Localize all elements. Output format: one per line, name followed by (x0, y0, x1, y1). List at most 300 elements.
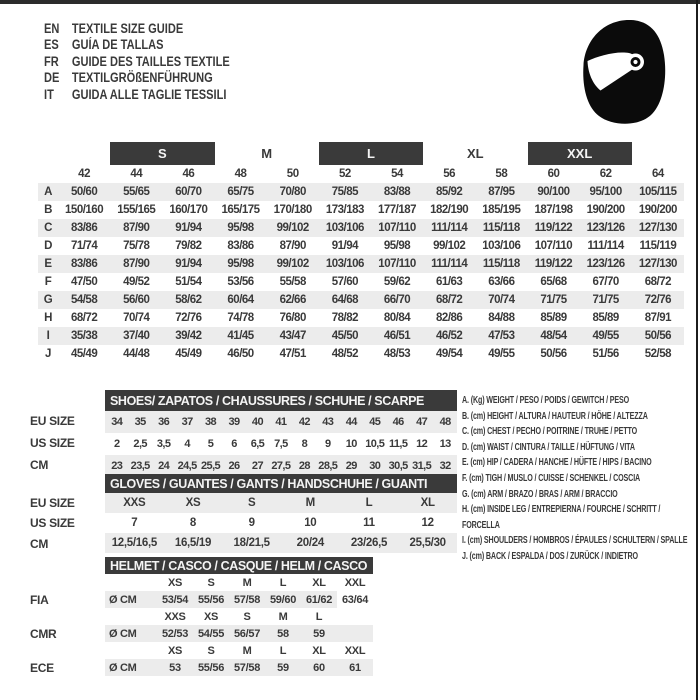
language-row (44, 70, 230, 87)
table-cell: 18/21,5 (233, 537, 270, 549)
gloves-section-header: GLOVES / GUANTES / GANTS / HANDSCHUHE / GUANTI (105, 474, 457, 493)
table-cell: 11,5 (388, 438, 408, 450)
table-cell: 62/66 (279, 294, 306, 306)
racing-helmet-icon (570, 16, 672, 128)
table-cell: 55/56 (197, 661, 225, 674)
table-cell: 35/38 (70, 330, 98, 342)
helmet-standard-fia: FIA (30, 593, 49, 607)
table-cell: I (46, 330, 50, 342)
table-cell: XL (312, 576, 326, 589)
table-cell: 70/80 (279, 186, 306, 198)
table-cell: 12 (421, 517, 434, 529)
table-cell: 48/54 (540, 330, 567, 342)
table-cell: 75/78 (123, 240, 150, 252)
table-cell: 68/72 (70, 312, 98, 324)
table-cell: 90/100 (537, 186, 570, 198)
size-group-l: L (319, 142, 423, 165)
table-cell: 60/70 (175, 186, 202, 198)
shoes-eu-size-label: EU SIZE (30, 414, 75, 428)
table-cell: 52/58 (644, 348, 671, 360)
table-cell: 46 (182, 168, 195, 180)
table-cell: 47 (416, 416, 428, 428)
table-cell: 68/72 (644, 276, 671, 288)
table-cell: 46/50 (227, 348, 254, 360)
table-cell: 35 (134, 416, 146, 428)
table-cell (105, 608, 157, 625)
gloves-size-table (105, 493, 457, 553)
table-row (38, 327, 684, 345)
table-cell: 75/85 (331, 186, 358, 198)
table-cell: 36 (158, 416, 170, 428)
table-cell (38, 165, 58, 183)
table-cell: 115/119 (639, 240, 677, 252)
table-cell: 13 (439, 438, 451, 450)
table-cell: 50/60 (70, 186, 98, 198)
table-cell: 123/126 (586, 258, 625, 270)
table-cell: 7,5 (274, 438, 288, 450)
table-cell: 41/45 (227, 330, 254, 342)
measurement-line: H. (cm) INSIDE LEG / ENTREPIERNA / FOURCHE / SCHRITT / FORCELLA (462, 503, 661, 531)
table-cell: 30 (369, 460, 381, 472)
table-cell (337, 608, 373, 625)
table-cell: 62 (599, 168, 612, 180)
table-cell: 60/64 (227, 294, 254, 306)
table-cell: 48/52 (331, 348, 358, 360)
table-cell: 45/50 (331, 330, 358, 342)
table-cell: 84/88 (488, 312, 515, 324)
table-cell: 170/180 (273, 204, 312, 216)
table-cell: 182/190 (430, 204, 469, 216)
table-cell: XXL (344, 644, 366, 657)
table-cell: 52 (338, 168, 351, 180)
table-cell: Ø CM (109, 661, 137, 674)
measurement-legend (462, 393, 700, 565)
table-cell: 44/48 (123, 348, 150, 360)
table-cell: 11 (363, 517, 375, 529)
table-cell: 127/130 (638, 222, 677, 234)
table-cell: 57/58 (233, 661, 261, 674)
right-border-line (696, 0, 698, 700)
table-cell: 115/118 (482, 222, 520, 234)
table-cell: 42 (298, 416, 310, 428)
table-cell: XL (312, 644, 326, 657)
table-cell: 59 (313, 627, 325, 640)
table-cell: 39 (228, 416, 240, 428)
table-cell: 160/170 (169, 204, 208, 216)
table-cell: 59 (277, 661, 289, 674)
table-cell: 187/198 (534, 204, 573, 216)
table-cell: F (44, 276, 52, 288)
table-cell: 59/62 (383, 276, 411, 288)
table-cell: 23,5 (130, 460, 150, 472)
table-cell: 55/58 (279, 276, 306, 288)
table-cell: 43/47 (279, 330, 306, 342)
helmet-size-table (105, 574, 373, 676)
table-cell: 10 (345, 438, 357, 450)
table-cell: 119/122 (534, 258, 573, 270)
table-cell: 5 (207, 438, 214, 450)
table-cell: 37 (181, 416, 193, 428)
size-group-xl: XL (467, 146, 484, 161)
table-cell: 70/74 (488, 294, 515, 306)
table-cell: 41 (275, 416, 287, 428)
table-cell: S (243, 610, 251, 623)
table-row (105, 591, 373, 608)
table-cell: A (44, 186, 52, 198)
table-cell: E (44, 258, 52, 270)
table-cell: 87/91 (644, 312, 671, 324)
guide-title: TEXTILGRÖßENFÜHRUNG (71, 70, 213, 86)
table-row (38, 291, 684, 309)
table-cell: 58 (277, 627, 289, 640)
table-cell: XS (185, 497, 201, 509)
table-cell: 23/26,5 (350, 537, 388, 549)
table-cell: XS (167, 644, 183, 657)
table-cell: 9 (325, 438, 331, 450)
table-cell: 105/115 (639, 186, 677, 198)
table-cell: 72/76 (175, 312, 202, 324)
table-cell: 32 (439, 460, 451, 472)
table-cell: 87/95 (488, 186, 515, 198)
table-cell: 55/56 (197, 593, 225, 606)
table-cell: 80/84 (383, 312, 411, 324)
table-cell: S (207, 644, 215, 657)
language-code: ES (44, 37, 59, 53)
textile-size-table (38, 165, 684, 363)
table-cell: 8 (189, 517, 197, 529)
table-cell: 123/126 (586, 222, 625, 234)
table-row (105, 533, 457, 553)
table-cell: 58/62 (175, 294, 202, 306)
table-row (38, 201, 684, 219)
table-cell: XS (203, 610, 219, 623)
table-cell: M (278, 610, 288, 623)
table-row (38, 183, 684, 201)
table-cell: Ø CM (109, 627, 137, 640)
table-cell: XL (420, 497, 435, 509)
language-title-list (44, 20, 271, 103)
table-cell: 47/53 (488, 330, 515, 342)
table-row (38, 273, 684, 291)
table-cell: 95/98 (383, 240, 411, 252)
table-cell: 177/187 (377, 204, 417, 216)
table-cell: 40 (251, 416, 263, 428)
table-cell: 7 (131, 517, 138, 529)
table-cell: XXS (164, 610, 186, 623)
language-code: IT (44, 86, 54, 102)
table-cell: 45 (369, 416, 381, 428)
gloves-cm-label: CM (30, 537, 49, 551)
table-cell: 49/55 (592, 330, 619, 342)
measurement-line: A. (Kg) WEIGHT / PESO / POIDS / GEWITCH / PESO (462, 394, 630, 406)
table-cell: 111/114 (431, 222, 468, 234)
table-cell: D (44, 240, 52, 252)
table-cell: 103/106 (325, 222, 364, 234)
table-cell: 190/200 (586, 204, 625, 216)
table-cell: L (315, 610, 323, 623)
table-cell: 83/86 (227, 240, 254, 252)
table-cell: 115/118 (482, 258, 520, 270)
table-cell: 54 (391, 168, 403, 180)
table-cell: XS (167, 576, 183, 589)
table-cell: 51/56 (592, 348, 619, 360)
table-cell: 47/51 (279, 348, 306, 360)
table-cell: 85/92 (436, 186, 463, 198)
table-cell: 12,5/16,5 (111, 537, 157, 549)
table-cell: G (43, 294, 53, 306)
table-cell: L (279, 644, 287, 657)
table-cell: 10 (304, 517, 317, 529)
table-cell: 64 (651, 168, 664, 180)
table-cell: XXS (123, 497, 146, 509)
table-row (38, 165, 684, 183)
table-cell: 107/110 (378, 222, 416, 234)
table-cell: 55/65 (123, 186, 150, 198)
guide-title: TEXTILE SIZE GUIDE (71, 20, 184, 36)
table-row (38, 219, 684, 237)
table-cell: Ø CM (109, 593, 137, 606)
table-cell: 48/53 (383, 348, 411, 360)
size-group-header (38, 142, 684, 165)
gloves-eu-size-label: EU SIZE (30, 496, 75, 510)
shoes-us-size-label: US SIZE (30, 436, 75, 450)
table-cell: 60 (547, 168, 560, 180)
table-cell: 165/175 (221, 204, 260, 216)
table-cell: 57/60 (331, 276, 358, 288)
table-cell: 28,5 (318, 460, 338, 472)
table-cell: 23 (111, 460, 123, 472)
table-cell: 64/68 (331, 294, 358, 306)
table-cell: 45/49 (70, 348, 98, 360)
table-row (105, 433, 457, 455)
table-cell: 85/89 (592, 312, 619, 324)
measurement-line: F. (cm) TIGH / MUSLO / CUISSE / SCHENKEL / COSCIA (462, 471, 641, 484)
table-row (105, 574, 373, 591)
table-cell: 111/114 (431, 258, 468, 270)
table-cell: 61 (349, 661, 361, 674)
table-cell: 34 (111, 416, 123, 428)
table-row (105, 513, 457, 533)
table-cell: 37/40 (123, 330, 150, 342)
table-row (38, 237, 684, 255)
measurement-line: D. (cm) WAIST / CINTURA / TAILLE / HÜFTUNG / VITA (462, 440, 635, 453)
table-cell: 48 (439, 416, 451, 428)
shoes-cm-label: CM (30, 458, 49, 472)
table-cell: 95/98 (227, 258, 254, 270)
language-code: FR (44, 53, 59, 69)
gloves-us-size-label: US SIZE (30, 516, 75, 530)
table-cell: 78/82 (331, 312, 358, 324)
guide-title: GUÍA DE TALLAS (71, 37, 164, 53)
measurement-line: C. (cm) CHEST / PECHO / POITRINE / TRUHE / PETTO (462, 425, 638, 438)
table-cell: 2,5 (133, 438, 147, 450)
table-cell: 99/102 (433, 240, 466, 252)
table-cell: 60 (313, 661, 325, 674)
size-group-m: M (261, 146, 273, 161)
table-cell: 99/102 (276, 258, 309, 270)
language-code: EN (44, 20, 60, 36)
table-cell: S (207, 576, 215, 589)
table-row (105, 625, 373, 642)
table-row (38, 255, 684, 273)
table-cell: 53/54 (161, 593, 189, 606)
table-cell: 25,5/30 (409, 537, 446, 549)
measurement-line: I. (cm) SHOULDERS / HOMBROS / ÉPAULES / SCHULTERN / SPALLE (462, 534, 688, 547)
table-cell: 87/90 (279, 240, 306, 252)
table-cell: 61/63 (436, 276, 463, 288)
measurement-line: B. (cm) HEIGHT / ALTURA / HAUTEUR / HÖHE / ALTEZZA (462, 409, 648, 422)
table-cell: 83/86 (70, 222, 98, 234)
table-cell: 56/60 (123, 294, 150, 306)
size-group-s: S (110, 142, 214, 165)
table-cell: 20/24 (296, 537, 324, 549)
table-cell: 66/70 (383, 294, 411, 306)
language-row (44, 37, 230, 54)
table-cell: 48 (234, 168, 247, 180)
table-cell: 91/94 (331, 240, 358, 252)
table-cell: 4 (184, 438, 190, 450)
table-cell: 53/56 (227, 276, 254, 288)
table-cell: M (242, 644, 252, 657)
table-cell: 107/110 (534, 240, 573, 252)
table-cell: 185/195 (482, 204, 521, 216)
table-cell: 150/160 (65, 204, 104, 216)
table-cell: S (247, 497, 256, 509)
table-cell: 24,5 (177, 460, 197, 472)
table-cell: 71/75 (592, 294, 619, 306)
table-cell: 27,5 (271, 460, 291, 472)
table-cell: 46 (392, 416, 404, 428)
table-cell: 95/100 (589, 186, 622, 198)
table-cell: 3,5 (156, 438, 171, 450)
table-cell (105, 574, 157, 591)
table-cell: 91/94 (175, 222, 202, 234)
table-cell: 83/88 (383, 186, 411, 198)
table-cell: 2 (113, 438, 120, 450)
table-cell: XXL (344, 576, 366, 589)
table-cell: 95/98 (227, 222, 254, 234)
table-cell: 103/106 (482, 240, 521, 252)
table-cell: 51/54 (175, 276, 202, 288)
table-cell: 50/56 (540, 348, 567, 360)
table-cell: 61/62 (305, 593, 333, 606)
helmet-standard-cmr: CMR (30, 627, 57, 641)
table-row (105, 411, 457, 433)
measurement-line: E. (cm) HIP / CADERA / HANCHE / HÜFTE / HIPS / BACINO (462, 456, 652, 469)
table-cell: L (365, 497, 373, 509)
language-row (44, 20, 230, 37)
table-cell: 85/89 (540, 312, 567, 324)
table-cell: 56/57 (233, 627, 261, 640)
table-cell: 127/130 (638, 258, 677, 270)
table-cell: H (44, 312, 52, 324)
table-cell: 79/82 (175, 240, 202, 252)
table-cell: M (305, 497, 315, 509)
language-row (44, 53, 230, 70)
table-cell: 24 (158, 460, 170, 472)
table-cell: 6 (231, 438, 237, 450)
table-cell: B (44, 204, 52, 216)
table-cell: 67/70 (592, 276, 619, 288)
table-row (105, 642, 373, 659)
table-cell: 65/68 (540, 276, 567, 288)
table-cell: 52/53 (161, 627, 189, 640)
table-cell: 65/75 (227, 186, 254, 198)
table-cell: 43 (322, 416, 334, 428)
table-row (105, 493, 457, 513)
table-cell: 31,5 (412, 460, 432, 472)
table-cell: 83/86 (70, 258, 98, 270)
shoes-size-table (105, 411, 457, 477)
table-cell: C (44, 222, 52, 234)
table-cell: 103/106 (325, 258, 364, 270)
table-cell: 49/52 (123, 276, 150, 288)
language-code: DE (44, 70, 60, 86)
table-cell: 58 (495, 168, 508, 180)
table-cell: 44 (345, 416, 357, 428)
table-cell: 68/72 (436, 294, 463, 306)
table-cell: 38 (205, 416, 217, 428)
table-cell: 82/86 (436, 312, 463, 324)
table-cell: 72/76 (644, 294, 671, 306)
table-cell: 91/94 (175, 258, 202, 270)
table-row (105, 659, 373, 676)
helmet-standard-ece: ECE (30, 661, 54, 675)
table-row (38, 345, 684, 363)
size-group-xxl: XXL (528, 142, 632, 165)
table-cell: 8 (301, 438, 308, 450)
table-cell (337, 625, 373, 642)
table-cell: 56 (443, 168, 456, 180)
table-row (105, 608, 373, 625)
table-cell (105, 642, 157, 659)
table-cell: 12 (416, 438, 428, 450)
table-cell: 50 (286, 168, 299, 180)
table-cell: 42 (78, 168, 90, 180)
table-cell: 63/64 (337, 591, 373, 608)
table-cell: 71/75 (540, 294, 567, 306)
table-cell: 87/90 (123, 222, 150, 234)
table-cell: J (45, 348, 51, 360)
table-cell: 26 (228, 460, 240, 472)
table-cell: 9 (248, 517, 255, 529)
table-cell: 173/183 (325, 204, 364, 216)
table-cell: 46/51 (383, 330, 411, 342)
table-cell: 44 (130, 168, 143, 180)
table-cell: 16,5/19 (174, 537, 212, 549)
table-cell: 45/49 (175, 348, 202, 360)
measurement-line: J. (cm) BACK / ESPALDA / DOS / ZURÜCK / INDIETRO (462, 549, 638, 562)
table-cell: 54/58 (70, 294, 98, 306)
table-cell: 39/42 (175, 330, 202, 342)
table-cell: 25,5 (201, 460, 221, 472)
table-cell: 63/66 (488, 276, 515, 288)
table-cell: 53 (169, 661, 181, 674)
top-border-bar (0, 0, 700, 4)
table-cell: 70/74 (123, 312, 150, 324)
table-cell: 49/54 (436, 348, 463, 360)
table-cell: 87/90 (123, 258, 150, 270)
table-cell: 57/58 (233, 593, 261, 606)
measurement-line: G. (cm) ARM / BRAZO / BRAS / ARM / BRACCIO (462, 487, 618, 500)
table-cell: 99/102 (276, 222, 309, 234)
table-cell: 74/78 (227, 312, 254, 324)
table-cell: 155/165 (117, 204, 156, 216)
table-cell: 30,5 (388, 460, 408, 472)
table-cell: 50/56 (644, 330, 671, 342)
table-cell: 27 (251, 460, 263, 472)
table-cell: 119/122 (534, 222, 573, 234)
